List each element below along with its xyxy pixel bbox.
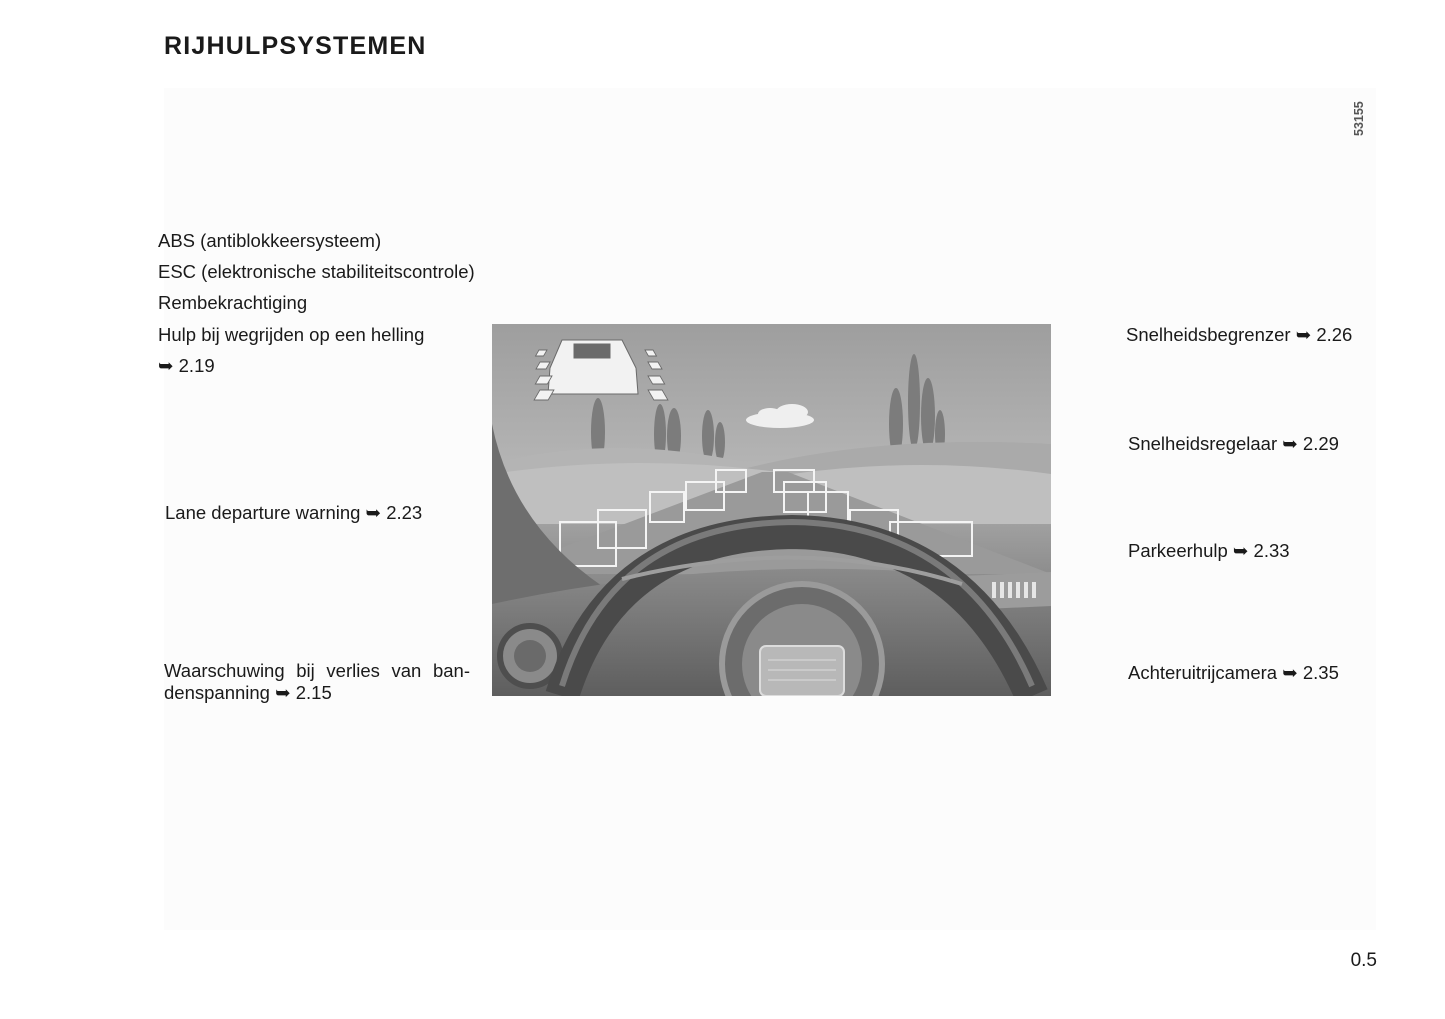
tyre-pressure-line-1: Waarschuwing bij verlies van ban- (164, 660, 470, 681)
tyre-pressure-block (164, 660, 470, 704)
figure-reference-number: 53155 (1352, 101, 1366, 136)
tyre-pressure-line-2: denspanning ➥ 2.15 (164, 682, 332, 703)
lane-departure-label: Lane departure warning ➥ 2.23 (165, 502, 423, 523)
reversing-camera-label: Achteruitrijcamera ➥ 2.35 (1128, 662, 1339, 683)
hill-start-label: Hulp bij wegrijden op een helling (158, 324, 425, 345)
page-title: RIJHULPSYSTEMEN (164, 32, 427, 60)
cruise-control-label: Snelheidsregelaar ➥ 2.29 (1128, 433, 1339, 454)
driver-view-illustration (492, 324, 1051, 696)
page-number: 0.5 (1350, 950, 1377, 971)
brake-assist-label: Rembekrachtiging (158, 292, 308, 313)
parking-aid-label: Parkeerhulp ➥ 2.33 (1128, 540, 1290, 561)
speed-limiter-label: Snelheidsbegrenzer ➥ 2.26 (1126, 324, 1353, 345)
abs-label: ABS (antiblokkeersysteem) (158, 230, 382, 251)
hill-start-reference: ➥ 2.19 (158, 355, 215, 376)
esc-label: ESC (elektronische stabiliteitscontrole) (158, 261, 475, 282)
